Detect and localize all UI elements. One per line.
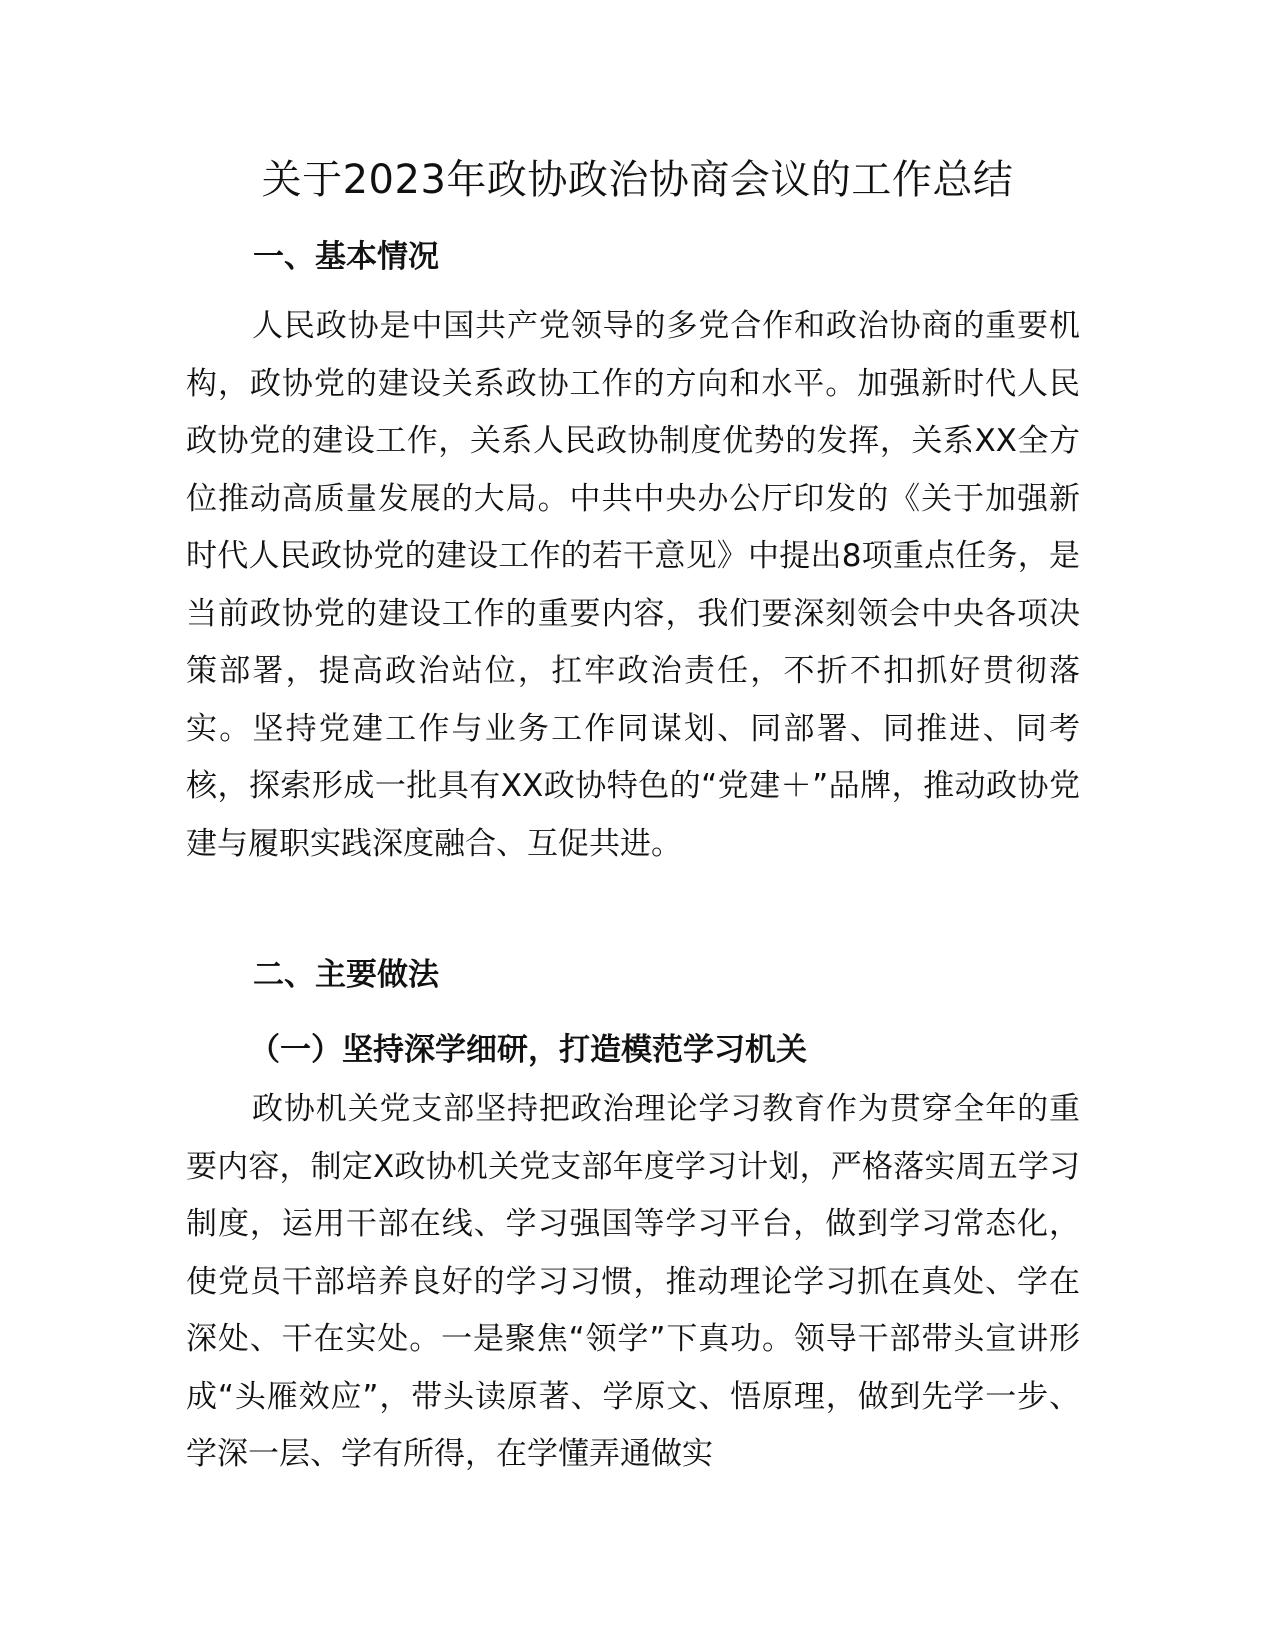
section-heading-main-practices: 二、主要做法 xyxy=(253,957,439,993)
section-heading-basic-situation: 一、基本情况 xyxy=(253,239,439,275)
document-title: 关于2023年政协政治协商会议的工作总结 xyxy=(261,157,1014,203)
subsection-heading-study: （一）坚持深学细研，打造模范学习机关 xyxy=(249,1032,807,1068)
paragraph-basic-situation: 人民政协是中国共产党领导的多党合作和政治协商的重要机构，政协党的建设关系政协工作的方向和水平。加强新时代人民政协党的建设工作，关系人民政协制度优势的发挥，关系XX全方位推动高质量发展的大局。中共中央办公厅印发的《关于加强新时代人民政协党的建设工作的若干意见》中提出8项重点任务，是当前政协党的建设工作的重要内容，我们要深刻领会中央各项决策部署，提高政治站位，扛牢政治责任，不折不扣抓好贯彻落实。坚持党建工作与业务工作同谋划、同部署、同推进、同考核，探索形成一批具有XX政协特色的“党建＋”品牌，推动政协党建与履职实践深度融合、互促共进。 xyxy=(186,308,1080,862)
paragraph-study: 政协机关党支部坚持把政治理论学习教育作为贯穿全年的重要内容，制定X政协机关党支部年度学习计划，严格落实周五学习制度，运用干部在线、学习强国等学习平台，做到学习常态化，使党员干部培养良好的学习习惯，推动理论学习抓在真处、学在深处、干在实处。一是聚焦“领学”下真功。领导干部带头宣讲形成“头雁效应”，带头读原著、学原文、悟原理，做到先学一步、学深一层、学有所得，在学懂弄通做实 xyxy=(186,1091,1080,1472)
